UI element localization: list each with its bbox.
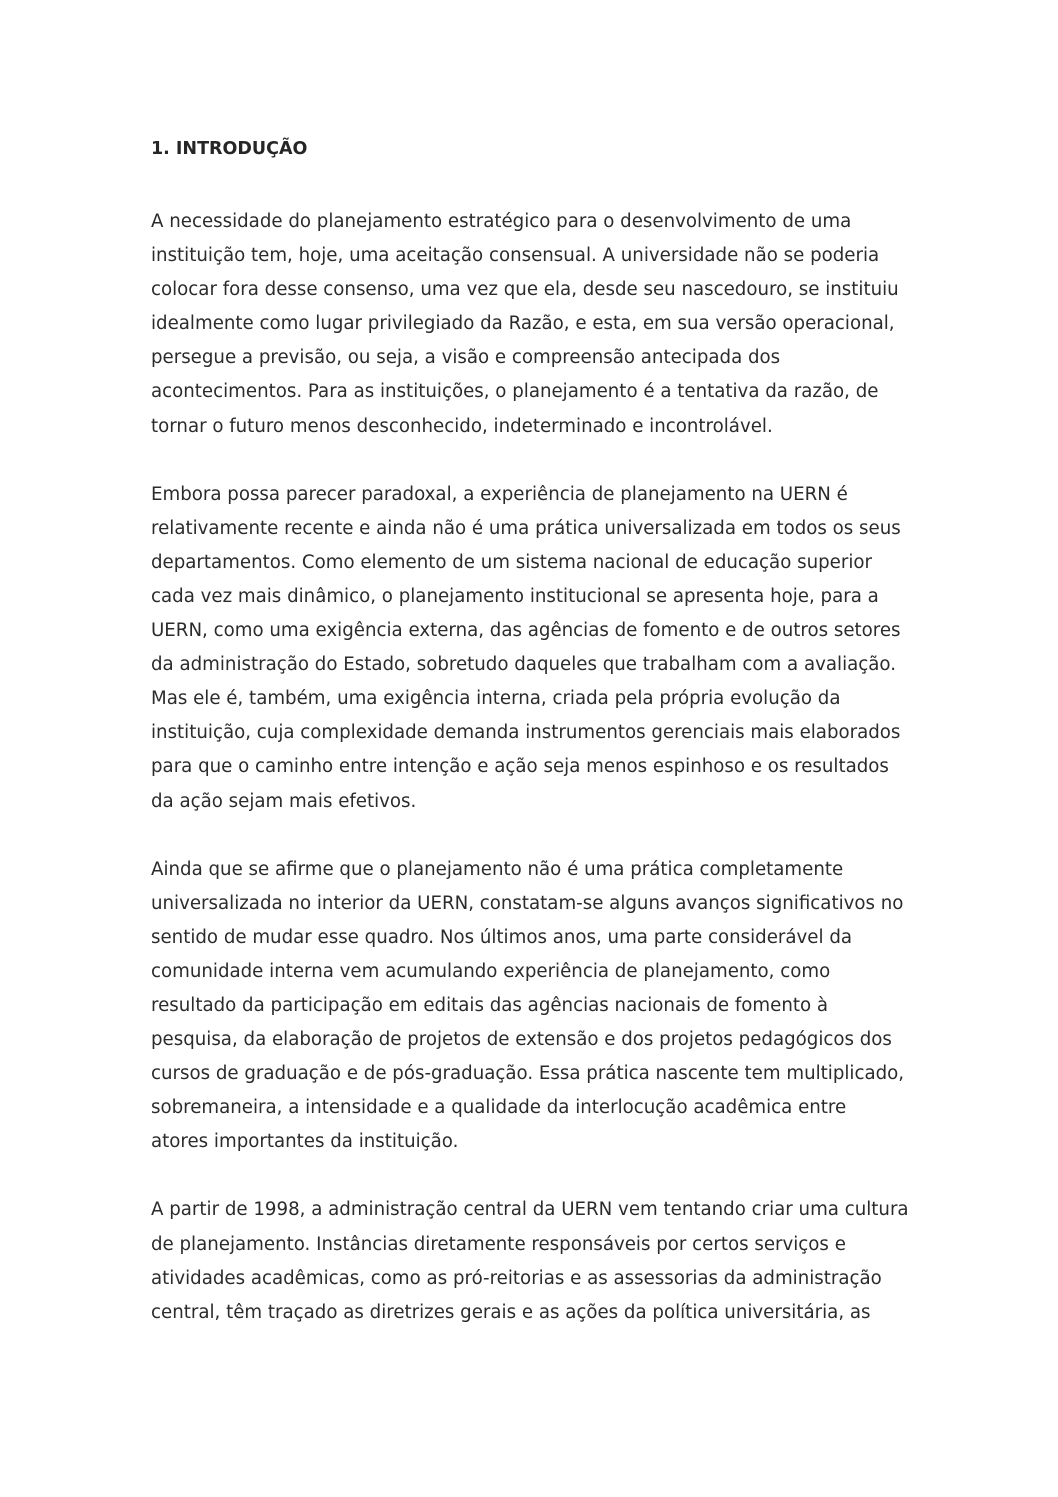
paragraph-line: A partir de 1998, a administração central da UERN vem tentando criar uma cultura [151,1199,909,1221]
paragraph-line: comunidade interna vem acumulando experiência de planejamento, como [151,960,831,982]
paragraph-line: pesquisa, da elaboração de projetos de extensão e dos projetos pedagógicos dos [151,1029,892,1051]
spacer [151,444,931,478]
paragraph-line: acontecimentos. Para as instituições, o planejamento é a tentativa da razão, de [151,381,879,403]
document-body [151,136,931,1330]
spacer [151,819,931,853]
paragraph-line: instituição, cuja complexidade demanda instrumentos gerenciais mais elaborados [151,722,901,744]
section-heading: 1. INTRODUÇÃO [151,139,308,159]
paragraph [151,1193,931,1329]
paragraph-line: resultado da participação em editais das agências nacionais de fomento à [151,994,829,1016]
paragraph-line: Mas ele é, também, uma exigência interna, criada pela própria evolução da [151,688,841,710]
paragraph-line: cada vez mais dinâmico, o planejamento institucional se apresenta hoje, para a [151,585,879,607]
paragraph-line: relativamente recente e ainda não é uma prática universalizada em todos os seus [151,517,901,539]
paragraph-line: de planejamento. Instâncias diretamente responsáveis por certos serviços e [151,1233,846,1255]
paragraph [151,853,931,1160]
paragraph-line: Ainda que se afirme que o planejamento não é uma prática completamente [151,858,844,880]
paragraph-line: universalizada no interior da UERN, constatam-se alguns avanços significativos no [151,892,904,914]
paragraph-line: para que o caminho entre intenção e ação seja menos espinhoso e os resultados [151,756,889,778]
paragraph-line: Embora possa parecer paradoxal, a experiência de planejamento na UERN é [151,483,848,505]
paragraph-line: A necessidade do planejamento estratégico para o desenvolvimento de uma [151,211,852,232]
paragraph [151,205,931,444]
paragraph-line: da ação sejam mais efetivos. [151,790,417,812]
paragraph-line: colocar fora desse consenso, uma vez que ela, desde seu nascedouro, se instituiu [151,279,899,301]
paragraph-line: UERN, como uma exigência externa, das agências de fomento e de outros setores [151,620,901,642]
paragraph-line: persegue a previsão, ou seja, a visão e compreensão antecipada dos [151,347,781,369]
paragraph-line: central, têm traçado as diretrizes gerais e as ações da política universitária, as [151,1301,871,1323]
paragraph [151,478,931,819]
spacer [151,1159,931,1193]
paragraph-line: idealmente como lugar privilegiado da Razão, e esta, em sua versão operacional, [151,313,895,335]
paragraph-line: atividades acadêmicas, como as pró-reitorias e as assessorias da administração [151,1267,882,1289]
paragraph-line: departamentos. Como elemento de um sistema nacional de educação superior [151,551,872,573]
paragraph-line: instituição tem, hoje, uma aceitação consensual. A universidade não se poderia [151,245,880,267]
paragraph-line: da administração do Estado, sobretudo daqueles que trabalham com a avaliação. [151,654,897,676]
spacer [151,162,931,205]
paragraph-line: sobremaneira, a intensidade e a qualidade da interlocução acadêmica entre [151,1097,847,1119]
paragraph-line: cursos de graduação e de pós-graduação. Essa prática nascente tem multiplicado, [151,1063,905,1085]
paragraph-line: atores importantes da instituição. [151,1131,459,1153]
paragraph-line: tornar o futuro menos desconhecido, indeterminado e incontrolável. [151,415,773,437]
paragraph-line: sentido de mudar esse quadro. Nos últimos anos, uma parte considerável da [151,926,853,948]
